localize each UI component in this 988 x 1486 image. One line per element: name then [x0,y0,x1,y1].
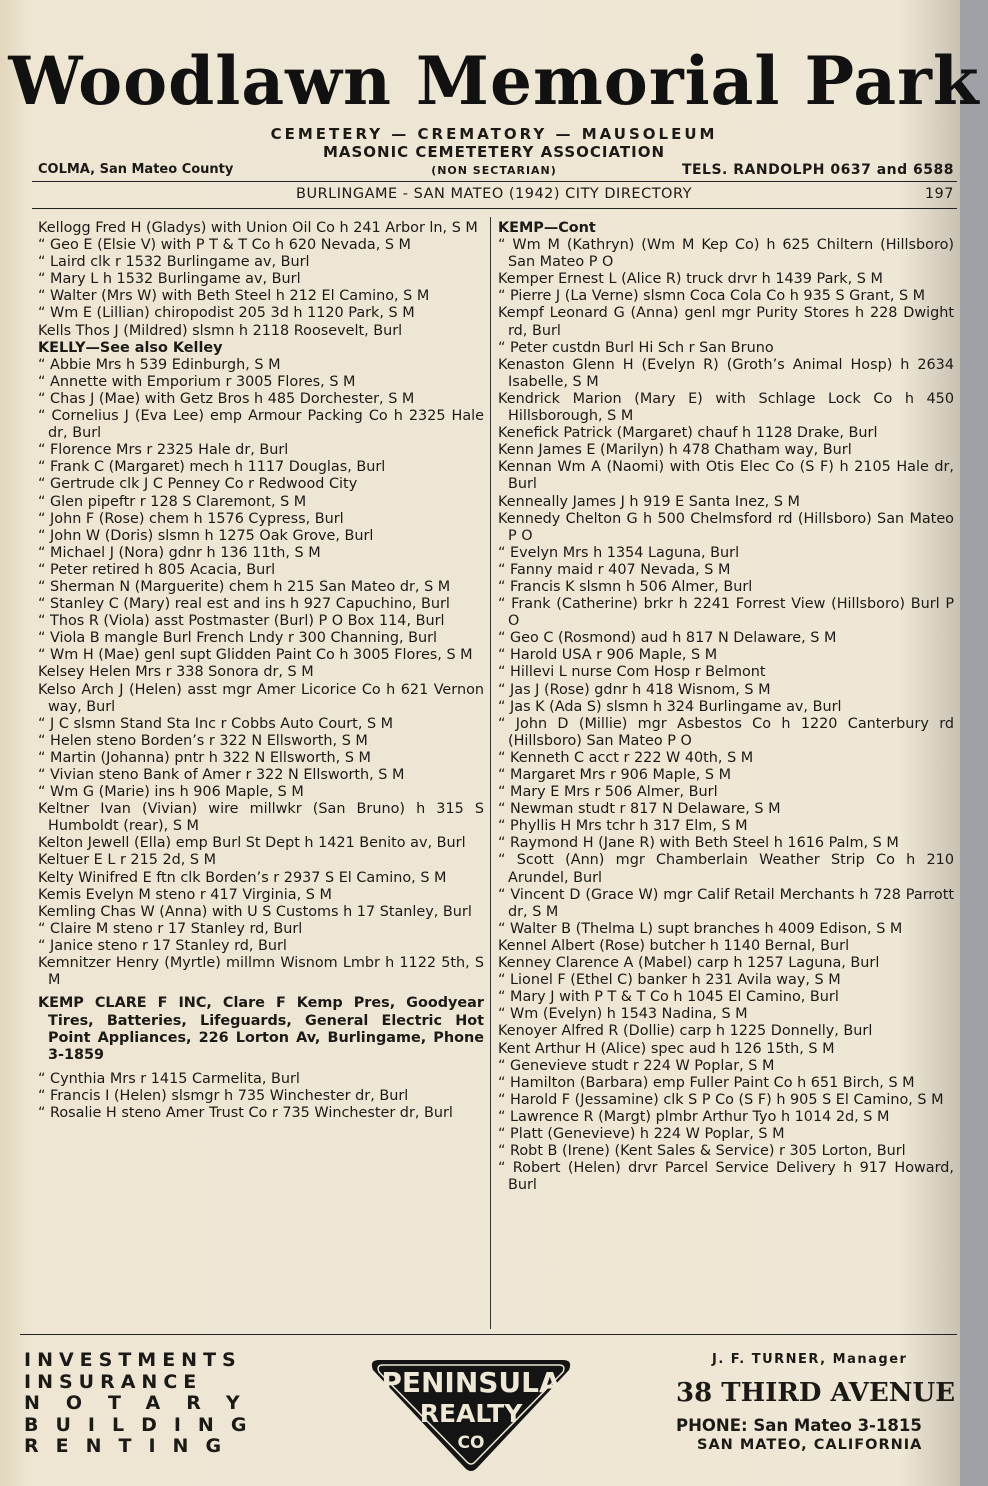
directory-entry: “ Mary E Mrs r 506 Almer, Burl [498,784,718,801]
logo-line2: REALTY [419,1399,523,1428]
directory-entry: Kelso Arch J (Helen) asst mgr Amer Licorice Co h 621 Vernon way, Burl [38,681,484,715]
cemetery-phones: TELS. RANDOLPH 0637 and 6588 [681,162,954,178]
directory-entry: “ Wm E (Lillian) chiropodist 205 3d h 1120 Park, S M [38,305,415,322]
directory-entry: “ Mary L h 1532 Burlingame av, Burl [38,271,301,288]
directory-entry: “ Evelyn Mrs h 1354 Laguna, Burl [498,544,740,561]
directory-entry: “ Margaret Mrs r 906 Maple, S M [498,767,731,783]
directory-entry: “ Wm G (Marie) ins h 906 Maple, S M [38,784,304,801]
directory-column-right [498,220,954,1194]
directory-entry: “ Kenneth C acct r 222 W 40th, S M [498,749,754,766]
directory-entry: “ Francis I (Helen) slsmgr h 735 Winchester dr, Burl [38,1087,409,1104]
directory-entry: “ Jas K (Ada S) slsmn h 324 Burlingame av, Burl [498,698,842,715]
directory-entry: “ Geo C (Rosmond) aud h 817 N Delaware, S M [498,630,837,647]
service-item: RENTING [24,1435,239,1457]
directory-entry: “ Frank (Catherine) brkr h 2241 Forrest View (Hillsboro) Burl P O [498,596,954,630]
directory-entry: “ Lionel F (Ethel C) banker h 231 Avila way, S M [498,972,841,989]
directory-entry: “ Abbie Mrs h 539 Edinburgh, S M [38,356,281,373]
directory-entry: Kelsey Helen Mrs r 338 Sonora dr, S M [38,664,314,681]
directory-entry: Kemper Ernest L (Alice R) truck drvr h 1439 Park, S M [498,271,883,288]
directory-entry: “ Claire M steno r 17 Stanley rd, Burl [38,920,303,937]
directory-entry: “ Wm (Evelyn) h 1543 Nadina, S M [498,1006,748,1023]
directory-entry: “ John W (Doris) slsmn h 1275 Oak Grove, Burl [38,527,374,544]
directory-entry: “ Glen pipeftr r 128 S Claremont, S M [38,493,307,510]
directory-entry: “ Harold F (Jessamine) clk S P Co (S F) h 905 S El Camino, S M [498,1091,944,1108]
directory-entry: “ John F (Rose) chem h 1576 Cypress, Burl [38,510,344,527]
column-divider [490,217,491,1329]
directory-entry: Kells Thos J (Mildred) slsmn h 2118 Roosevelt, Burl [38,322,403,339]
directory-entry: “ Wm M (Kathryn) (Wm M Kep Co) h 625 Chiltern (Hillsboro) San Mateo P O [498,237,954,271]
directory-entry: “ Vivian steno Bank of Amer r 322 N Ellsworth, S M [38,767,405,783]
realty-address: 38 THIRD AVENUE [676,1378,956,1408]
cemetery-ad-title: Woodlawn Memorial Park [8,42,980,120]
page-number: 197 [924,186,954,202]
cemetery-location: COLMA, San Mateo County [38,162,234,177]
directory-entry: “ Francis K slsmn h 506 Almer, Burl [498,578,753,595]
directory-heading: KEMP—Cont [498,220,596,236]
directory-entry: “ Thos R (Viola) asst Postmaster (Burl) P O Box 114, Burl [38,613,445,630]
directory-entry: “ Cornelius J (Eva Lee) emp Armour Packing Co h 2325 Hale dr, Burl [38,408,484,442]
directory-entry: “ Fanny maid r 407 Nevada, S M [498,561,731,578]
directory-entry: Kelty Winifred E ftn clk Borden’s r 2937 S El Camino, S M [38,869,447,886]
directory-entry: “ Geo E (Elsie V) with P T & T Co h 620 Nevada, S M [38,237,411,254]
directory-entry: “ Scott (Ann) mgr Chamberlain Weather Strip Co h 210 Arundel, Burl [498,852,954,886]
directory-entry: Kempf Leonard G (Anna) genl mgr Purity Stores h 228 Dwight rd, Burl [498,305,954,339]
realty-manager: J. F. TURNER, Manager [712,1352,908,1367]
directory-entry: “ Jas J (Rose) gdnr h 418 Wisnom, S M [498,681,771,698]
directory-entry: “ John D (Millie) mgr Asbestos Co h 1220 Canterbury rd (Hillsboro) San Mateo P O [498,715,954,749]
cemetery-association: MASONIC CEMETETERY ASSOCIATION [322,143,666,161]
directory-entry: “ Genevieve studt r 224 W Poplar, S M [498,1057,775,1074]
directory-entry: “ Walter (Mrs W) with Beth Steel h 212 El Camino, S M [38,288,430,305]
peninsula-realty-logo [365,1356,577,1474]
directory-entry: Kelton Jewell (Ella) emp Burl St Dept h 1421 Benito av, Burl [38,835,466,852]
directory-entry: Keltuer E L r 215 2d, S M [38,852,217,869]
directory-entry: Kennan Wm A (Naomi) with Otis Elec Co (S F) h 2105 Hale dr, Burl [498,459,954,493]
service-item: NOTARY [24,1392,266,1414]
directory-entry: Kellogg Fred H (Gladys) with Union Oil Co h 241 Arbor ln, S M [38,220,478,236]
logo-line1: PENINSULA [381,1366,561,1399]
directory-entry: Kennedy Chelton G h 500 Chelmsford rd (Hillsboro) San Mateo P O [498,510,954,544]
directory-entry: Kennel Albert (Rose) butcher h 1140 Bernal, Burl [498,937,850,954]
directory-entry: Kenn James E (Marilyn) h 478 Chatham way, Burl [498,442,852,459]
directory-entry: Kent Arthur H (Alice) spec aud h 126 15th, S M [498,1040,835,1057]
directory-entry: “ Raymond H (Jane R) with Beth Steel h 1616 Palm, S M [498,835,899,852]
directory-entry: Kenoyer Alfred R (Dollie) carp h 1225 Donnelly, Burl [498,1023,873,1040]
directory-entry: “ Wm H (Mae) genl supt Glidden Paint Co h 3005 Flores, S M [38,647,473,664]
directory-entry: “ Stanley C (Mary) real est and ins h 927 Capuchino, Burl [38,596,450,613]
service-item: INVESTMENTS [24,1349,242,1371]
cemetery-note: (NON SECTARIAN) [431,164,557,177]
directory-entry: “ Sherman N (Marguerite) chem h 215 San Mateo dr, S M [38,578,451,595]
directory-column-left [38,220,484,1122]
header-rule-bottom [32,208,957,209]
directory-entry: Kemling Chas W (Anna) with U S Customs h 17 Stanley, Burl [38,903,472,920]
service-item: INSURANCE [24,1370,203,1393]
directory-entry: “ Michael J (Nora) gdnr h 136 11th, S M [38,544,321,561]
directory-entry: “ Cynthia Mrs r 1415 Carmelita, Burl [38,1070,300,1087]
directory-entry: “ Janice steno r 17 Stanley rd, Burl [38,937,287,954]
directory-entry: “ Peter retired h 805 Acacia, Burl [38,561,276,578]
directory-entry: “ Platt (Genevieve) h 224 W Poplar, S M [498,1125,785,1142]
directory-entry: “ Rosalie H steno Amer Trust Co r 735 Winchester dr, Burl [38,1105,453,1122]
service-item: BUILDING [24,1413,264,1436]
directory-entry: Keltner Ivan (Vivian) wire millwkr (San Bruno) h 315 S Humboldt (rear), S M [38,801,484,835]
footer-rule [20,1334,957,1335]
directory-entry: Kenneally James J h 919 E Santa Inez, S M [498,493,800,510]
cemetery-services: CEMETERY — CREMATORY — MAUSOLEUM [270,125,718,143]
logo-line3: CO [457,1433,485,1453]
directory-heading: KELLY—See also Kelley [38,339,223,356]
directory-entry: “ Laird clk r 1532 Burlingame av, Burl [38,254,310,271]
directory-entry: “ Robert (Helen) drvr Parcel Service Delivery h 917 Howard, Burl [498,1160,954,1194]
directory-entry: “ Phyllis H Mrs tchr h 317 Elm, S M [498,818,748,835]
directory-entry: “ Peter custdn Burl Hi Sch r San Bruno [498,339,774,356]
directory-entry: “ Hamilton (Barbara) emp Fuller Paint Co h 651 Birch, S M [498,1074,915,1091]
directory-entry: Kenaston Glenn H (Evelyn R) (Groth’s Animal Hosp) h 2634 Isabelle, S M [498,356,954,390]
directory-entry: “ Lawrence R (Margt) plmbr Arthur Tyo h 1014 2d, S M [498,1108,890,1125]
running-head-title: BURLINGAME - SAN MATEO (1942) CITY DIRECTORY [296,186,692,202]
directory-entry: “ Martin (Johanna) pntr h 322 N Ellsworth, S M [38,749,371,766]
directory-entry: “ Walter B (Thelma L) supt branches h 4009 Edison, S M [498,920,903,937]
book-spine [960,0,988,1486]
directory-entry: “ Viola B mangle Burl French Lndy r 300 Channing, Burl [38,630,438,647]
directory-entry: Kemis Evelyn M steno r 417 Virginia, S M [38,886,332,903]
directory-entry: Kenefick Patrick (Margaret) chauf h 1128 Drake, Burl [498,425,878,442]
realty-city: SAN MATEO, CALIFORNIA [697,1437,923,1453]
directory-entry: “ Hillevi L nurse Com Hosp r Belmont [498,664,766,681]
directory-entry: “ Florence Mrs r 2325 Hale dr, Burl [38,442,289,459]
directory-entry: “ Chas J (Mae) with Getz Bros h 485 Dorchester, S M [38,390,415,407]
directory-entry: Kendrick Marion (Mary E) with Schlage Lock Co h 450 Hillsborough, S M [498,390,954,425]
directory-entry: “ Gertrude clk J C Penney Co r Redwood City [38,476,358,493]
directory-entry: “ Helen steno Borden’s r 322 N Ellsworth, S M [38,732,368,749]
realty-services [24,1350,266,1458]
realty-phone: PHONE: San Mateo 3-1815 [676,1416,922,1435]
directory-entry: “ Pierre J (La Verne) slsmn Coca Cola Co h 935 S Grant, S M [498,288,926,305]
directory-entry: “ Annette with Emporium r 3005 Flores, S M [38,373,356,390]
directory-entry: “ Newman studt r 817 N Delaware, S M [498,801,781,818]
directory-entry: “ Vincent D (Grace W) mgr Calif Retail Merchants h 728 Parrott dr, S M [498,886,954,920]
directory-entry: “ Harold USA r 906 Maple, S M [498,647,718,664]
directory-entry: “ Robt B (Irene) (Kent Sales & Service) r 305 Lorton, Burl [498,1143,906,1160]
directory-entry: “ Mary J with P T & T Co h 1045 El Camino, Burl [498,989,839,1006]
directory-entry: “ J C slsmn Stand Sta Inc r Cobbs Auto Court, S M [38,715,394,732]
directory-entry: Kenney Clarence A (Mabel) carp h 1257 Laguna, Burl [498,955,880,972]
header-rule-top [32,181,957,182]
directory-entry: “ Frank C (Margaret) mech h 1117 Douglas, Burl [38,459,386,476]
directory-entry: Kemnitzer Henry (Myrtle) millmn Wisnom Lmbr h 1122 5th, S M [38,955,484,989]
directory-heading: KEMP CLARE F INC, Clare F Kemp Pres, Goodyear Tires, Batteries, Lifeguards, General Electric Hot Point Appliances, 226 Lorton Av, Burlingame, Phone 3-1859 [38,995,484,1064]
